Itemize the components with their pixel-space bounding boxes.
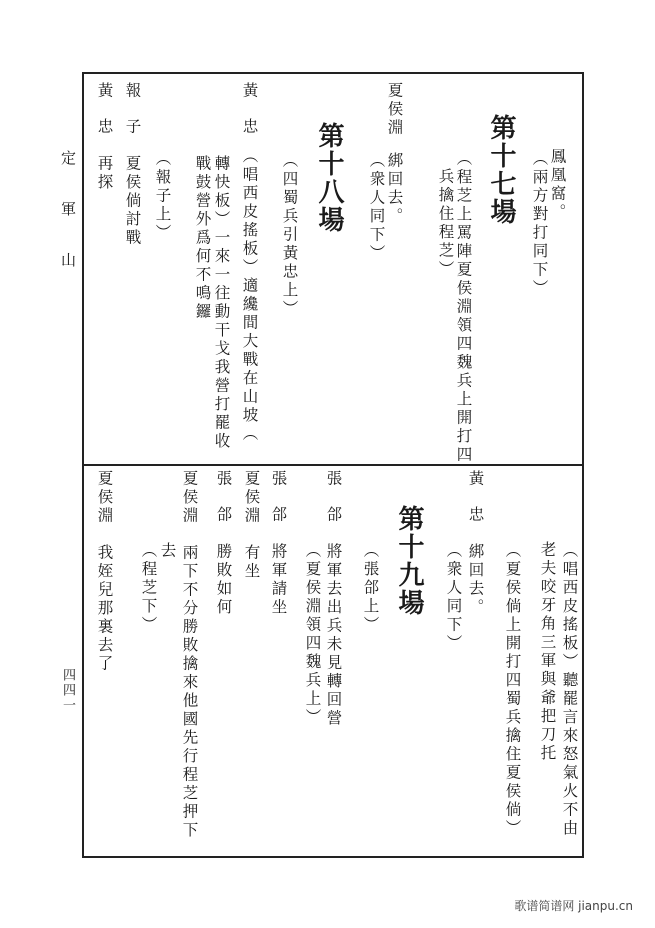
text-column: （兩方對打同下） xyxy=(530,150,549,298)
text-column: 轉快板）一來一往動干戈我營打罷收 xyxy=(212,155,231,451)
text-column: （四蜀兵引黃忠上） xyxy=(280,152,299,319)
section-divider xyxy=(82,464,584,466)
speaker-name: 報 xyxy=(123,82,142,101)
text-column: 子 夏侯倘討戰 xyxy=(123,118,142,248)
text-column: （唱西皮搖板）聽罷言來怒氣火不由 xyxy=(560,542,579,838)
speaker-name: 張 xyxy=(269,470,288,489)
text-column: 兵擒住程芝） xyxy=(436,168,455,279)
watermark: 歌谱简谱网 jianpu.cn xyxy=(514,899,633,913)
text-column: 夏侯淵 兩下不分勝敗擒來他國先行程芝押下 xyxy=(180,470,199,840)
text-column: 去 xyxy=(158,542,177,561)
text-column: （程芝上罵陣夏侯淵領四魏兵上開打四 xyxy=(454,150,473,465)
scene-heading: 第十九場 xyxy=(394,505,424,617)
scene-heading: 第十七場 xyxy=(486,114,516,226)
speaker-name: 黃 xyxy=(240,82,259,101)
text-column: （張郃上） xyxy=(361,542,380,635)
text-column: 鳳凰窩。 xyxy=(548,148,567,222)
speaker-name: 夏侯淵 xyxy=(385,82,404,138)
text-column: （衆人同下） xyxy=(444,542,463,653)
text-column: 夏侯淵 有坐 xyxy=(242,470,261,581)
text-column: 忠 再探 xyxy=(95,118,114,192)
speaker-name: 黃 xyxy=(95,82,114,101)
text-column: （報子上） xyxy=(153,150,172,243)
text-column: 忠 （唱西皮搖板）適纔間大戰在山坡（ xyxy=(240,118,259,444)
scene-heading: 第十八場 xyxy=(314,122,344,234)
text-column: 郃 將軍請坐 xyxy=(269,506,288,617)
speaker-name: 張 xyxy=(214,470,233,489)
text-column: 戰鼓營外爲何不鳴鑼 xyxy=(193,155,212,322)
text-column: （夏侯淵領四魏兵上） xyxy=(303,542,322,727)
text-column: 郃 將軍去出兵未見轉回營 xyxy=(324,506,343,728)
text-column: （程芝下） xyxy=(139,542,158,635)
speaker-name: 黃 xyxy=(466,470,485,489)
page-number: 四四一 xyxy=(60,668,75,713)
speaker-name: 張 xyxy=(324,470,343,489)
text-column: 夏侯淵 我姪兒那裏去了 xyxy=(95,470,114,674)
text-column: 老夫咬牙角三軍與爺把刀托 xyxy=(538,541,557,763)
text-column: 綁回去。 xyxy=(385,152,404,226)
text-column: （衆人同下） xyxy=(367,152,386,263)
text-column: 忠 綁回去。 xyxy=(466,506,485,617)
text-column: （夏侯倘上開打四蜀兵擒住夏侯倘） xyxy=(503,542,522,838)
text-column: 郃 勝敗如何 xyxy=(214,506,233,617)
side-title: 定軍山 xyxy=(59,150,77,303)
